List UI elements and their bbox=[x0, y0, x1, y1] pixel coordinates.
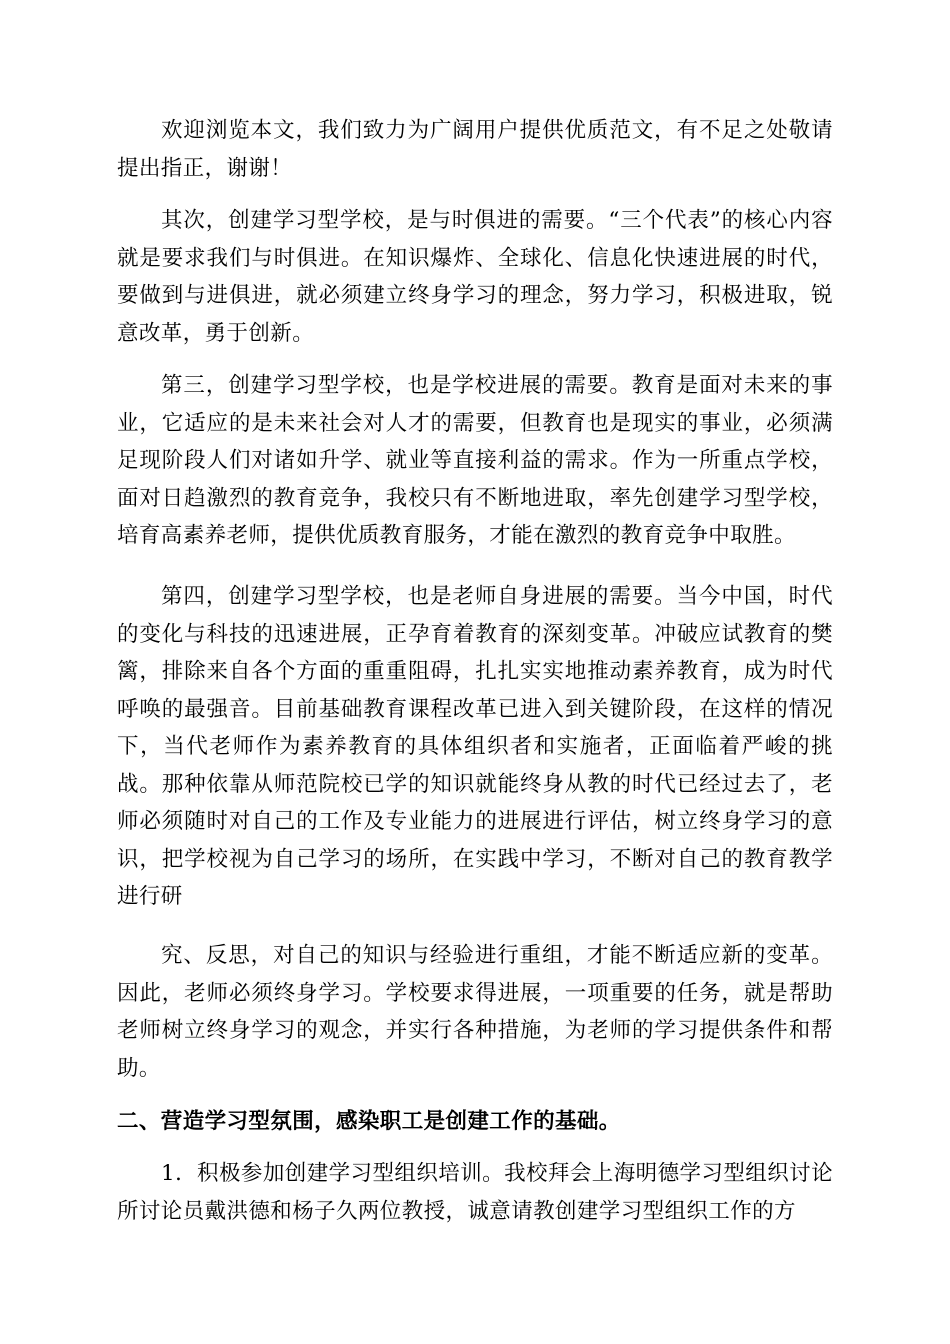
intro-paragraph: 欢迎浏览本文，我们致力为广阔用户提供优质范文，有不足之处敬请提出指正，谢谢！ bbox=[117, 118, 833, 181]
body-paragraph: 其次，创建学习型学校，是与时俱进的需要。“三个代表”的核心内容就是要求我们与时俱进。在知识爆炸、全球化、信息化快速进展的时代，要做到与进俱进，就必须建立终身学习的理念，努力学习，积极进取，锐意改革，勇于创新。 bbox=[117, 208, 833, 346]
body-paragraph: 究、反思，对自己的知识与经验进行重组，才能不断适应新的变革。因此，老师必须终身学习。学校要求得进展，一项重要的任务，就是帮助老师树立终身学习的观念，并实行各种措施，为老师的学习提供条件和帮助。 bbox=[117, 943, 833, 1081]
body-paragraph: 1．积极参加创建学习型组织培训。我校拜会上海明德学习型组织讨论所讨论员戴洪德和杨子久两位教授，诚意请教创建学习型组织工作的方 bbox=[117, 1161, 833, 1224]
section-heading: 二、营造学习型氛围，感染职工是创建工作的基础。 bbox=[117, 1109, 621, 1134]
body-paragraph: 第三，创建学习型学校，也是学校进展的需要。教育是面对未来的事业，它适应的是未来社会对人才的需要，但教育也是现实的事业，必须满足现阶段人们对诸如升学、就业等直接利益的需求。作为一所重点学校，面对日趋激烈的教育竞争，我校只有不断地进取，率先创建学习型学校，培育高素养老师，提供优质教育服务，才能在激烈的教育竞争中取胜。 bbox=[117, 373, 833, 548]
body-paragraph: 第四，创建学习型学校，也是老师自身进展的需要。当今中国，时代的变化与科技的迅速进展，正孕育着教育的深刻变革。冲破应试教育的樊篱，排除来自各个方面的重重阻碍，扎扎实实地推动素养教育，成为时代呼唤的最强音。目前基础教育课程改革已进入到关键阶段，在这样的情况下，当代老师作为素养教育的具体组织者和实施者，正面临着严峻的挑战。那种依靠从师范院校已学的知识就能终身从教的时代已经过去了，老师必须随时对自己的工作及专业能力的进展进行评估，树立终身学习的意识，把学校视为自己学习的场所，在实践中学习，不断对自己的教育教学进行研 bbox=[117, 584, 833, 909]
